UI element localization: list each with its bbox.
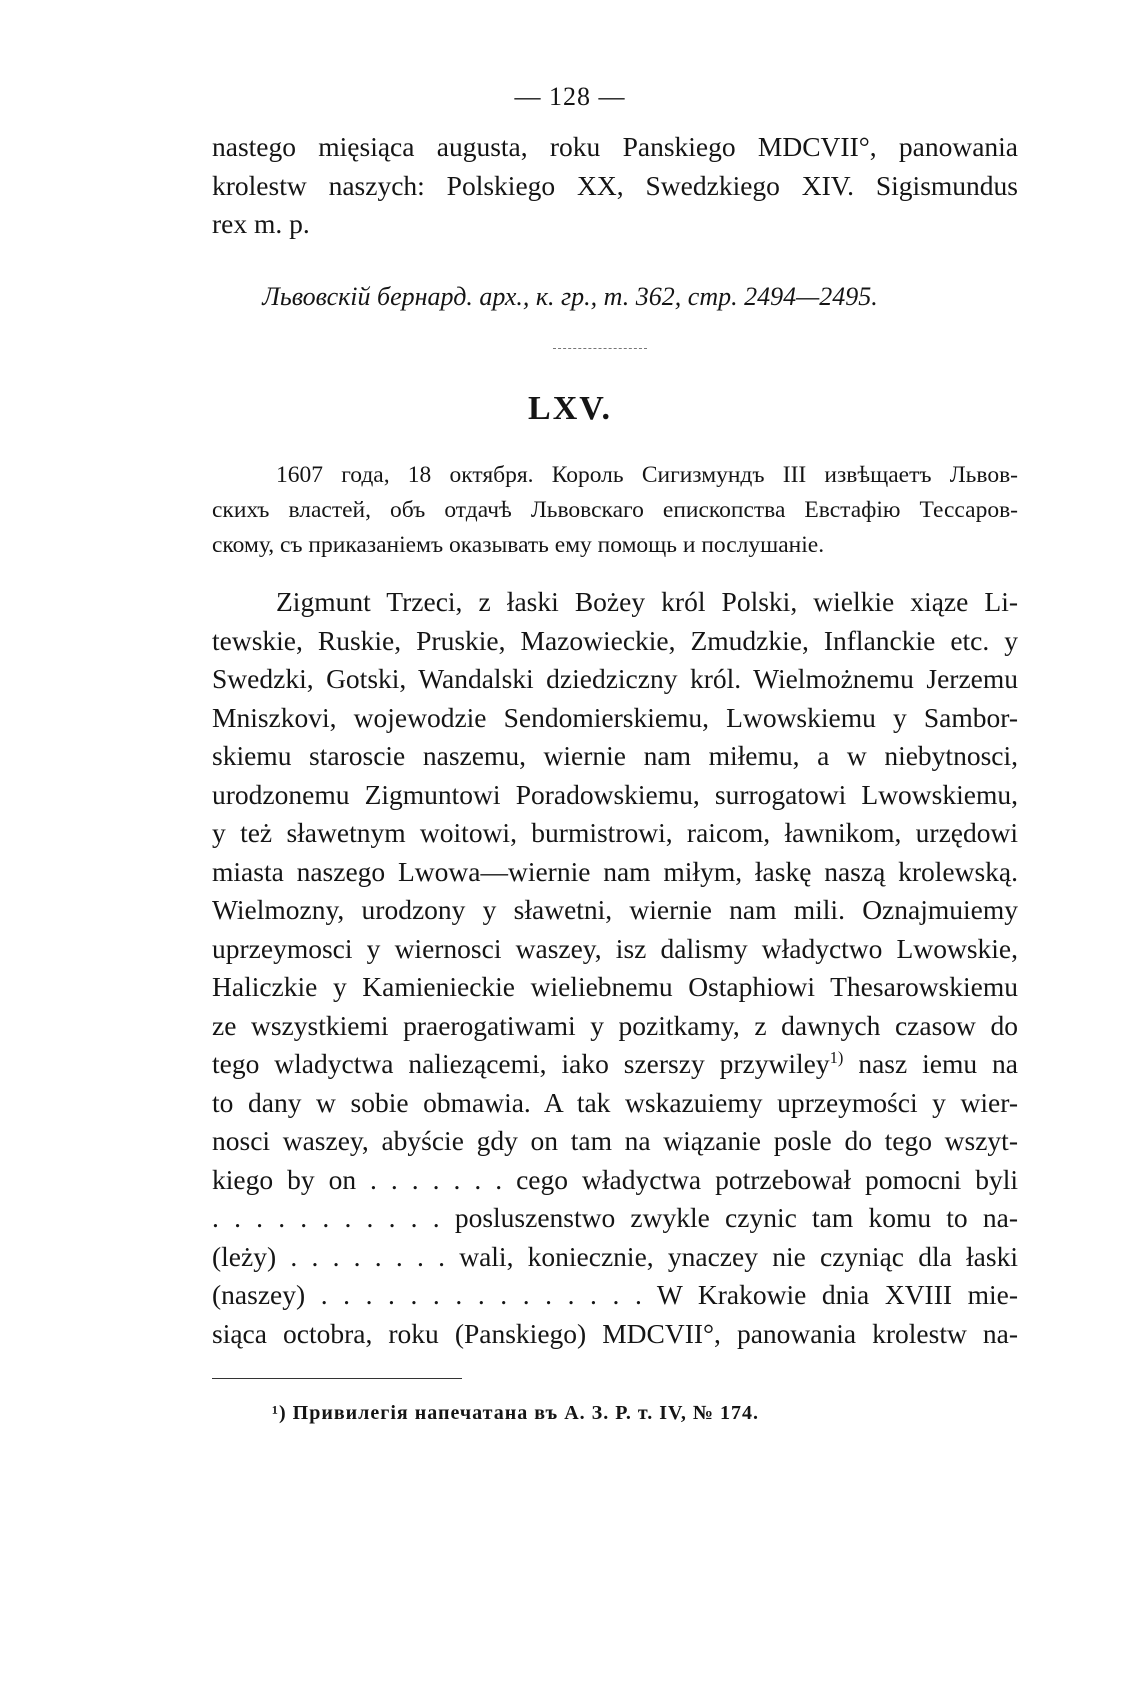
footnote-text: Привилегія напечатана въ А. З. Р. т. IV, № 174. bbox=[292, 1402, 760, 1424]
body-line: (naszey) . . . . . . . . . . . . . . . W Krakowie dnia XVIII mie- bbox=[212, 1279, 1018, 1310]
body-line: ze wszystkiemi praerogatiwami y pozitkamy, z dawnych czasow do bbox=[212, 1009, 1018, 1041]
footnote-reference: 1) bbox=[829, 1047, 844, 1067]
body-line-part: nasz iemu na bbox=[858, 1048, 1018, 1079]
body-line: . . . . . . . . . . . posluszenstwo zwykle czynic tam komu to na- bbox=[212, 1202, 1018, 1233]
body-line: skiemu staroscie naszemu, wiernie nam miłemu, a w niebytnosci, bbox=[212, 740, 1018, 771]
body-line: tewskie, Ruskie, Pruskie, Mazowieckie, Zmudzkie, Inflanckie etc. y bbox=[212, 624, 1018, 656]
body-line-with-footnote bbox=[212, 1045, 1018, 1084]
summary-line: скихъ властей, объ отдачѣ Львовскаго епископства Евстафію Тессаров- bbox=[212, 497, 1018, 523]
body-line: uprzeymosci y wiernosci waszey, isz dalismy władyctwo Lwowskie, bbox=[212, 932, 1018, 964]
text-line: krolestw naszych: Polskiego XX, Swedzkiego XIV. Sigismundus bbox=[212, 169, 1018, 201]
footnote-divider bbox=[212, 1378, 462, 1379]
document-number-heading: LXV. bbox=[528, 390, 612, 427]
section-separator bbox=[553, 348, 647, 349]
footnote bbox=[272, 1402, 759, 1425]
summary-line: скому, съ приказаніемъ оказывать ему помощь и послушаніе. bbox=[212, 532, 825, 558]
body-line: to dany w sobie obmawia. A tak wskazuiemy uprzeymości y wier- bbox=[212, 1086, 1018, 1118]
summary-line: 1607 года, 18 октября. Король Сигизмундъ III извѣщаетъ Львов- bbox=[276, 462, 1018, 488]
body-line: siąca octobra, roku (Panskiego) MDCVII°, panowania krolestw na- bbox=[212, 1317, 1018, 1349]
archive-source-citation: Львовскій бернард. арх., к. гр., т. 362, стр. 2494—2495. bbox=[262, 282, 878, 311]
text-line: rex m. p. bbox=[212, 208, 310, 239]
body-line: nosci waszey, abyście gdy on tam na wiązanie posle do tego wszyt- bbox=[212, 1125, 1018, 1156]
body-line: urodzonemu Zigmuntowi Poradowskiemu, surrogatowi Lwowskiemu, bbox=[212, 778, 1018, 810]
body-line: Haliczkie y Kamienieckie wieliebnemu Ostaphiowi Thesarowskiemu bbox=[212, 971, 1018, 1002]
body-line: Wielmozny, urodzony y sławetni, wiernie nam mili. Oznajmuiemy bbox=[212, 894, 1018, 925]
body-line-part: tego wladyctwa naliezącemi, iako szerszy przywiley bbox=[212, 1048, 830, 1079]
body-line: miasta naszego Lwowa—wiernie nam miłym, łaskę naszą krolewską. bbox=[212, 855, 1018, 887]
page-number: — 128 — bbox=[514, 82, 626, 111]
document-body bbox=[212, 583, 1018, 1353]
body-line: Swedzki, Gotski, Wandalski dziedziczny król. Wielmożnemu Jerzemu bbox=[212, 663, 1018, 694]
body-line: kiego by on . . . . . . . cego władyctwa potrzebował pomocni byli bbox=[212, 1163, 1018, 1195]
document-summary bbox=[212, 458, 1018, 563]
continuation-paragraph bbox=[212, 128, 1018, 244]
body-line: (leży) . . . . . . . . wali, koniecznie, ynaczey nie czyniąc dla łaski bbox=[212, 1240, 1018, 1272]
body-line: y też sławetnym woitowi, burmistrowi, raicom, ławnikom, urzędowi bbox=[212, 817, 1018, 848]
body-line: Mniszkovi, wojewodzie Sendomierskiemu, Lwowskiemu y Sambor- bbox=[212, 701, 1018, 733]
text-line: nastego mięsiąca augusta, roku Panskiego MDCVII°, panowania bbox=[212, 131, 1018, 162]
body-line: Zigmunt Trzeci, z łaski Bożey król Polski, wielkie xiąze Li- bbox=[276, 586, 1018, 617]
footnote-marker: ¹) bbox=[272, 1402, 287, 1424]
